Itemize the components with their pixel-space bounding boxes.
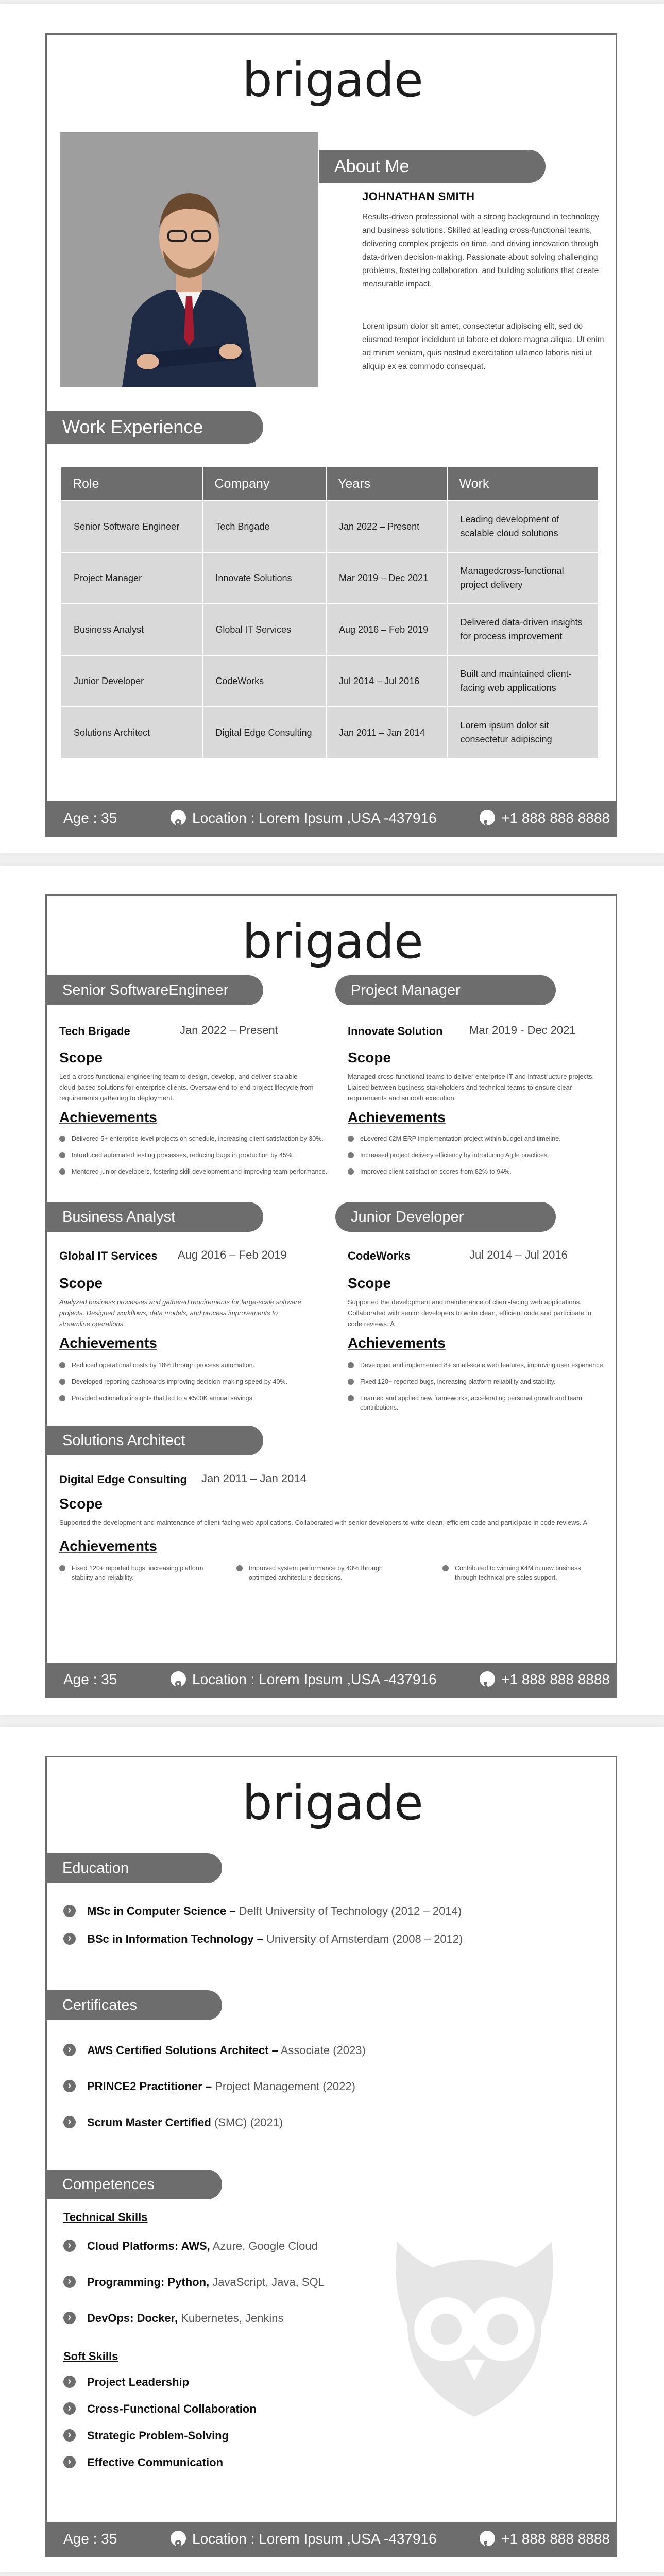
footer-phone [480, 801, 610, 835]
job-achievement: Reduced operational costs by 18% through process automation. [72, 1361, 319, 1370]
job-title-4: Junior Developer [335, 1202, 556, 1232]
job-dates-3: Aug 2016 – Feb 2019 [178, 1248, 287, 1261]
footer-age: Age : 35 [63, 1671, 117, 1687]
job-achievement: Developed reporting dashboards improving decision-making speed by 40%. [72, 1377, 319, 1386]
footer-location [171, 1663, 437, 1697]
job-scope-label-5: Scope [59, 1496, 103, 1512]
education-school: Delft University of Technology (2012 – 2014) [235, 1905, 462, 1918]
page-footer [47, 801, 616, 835]
certificate-detail: Project Management (2022) [212, 2080, 355, 2093]
cell-role: Junior Developer [61, 655, 202, 707]
footer-location-text: Location : Lorem Ipsum ,USA -437916 [192, 1671, 437, 1687]
location-pin-icon [171, 810, 186, 825]
footer-phone-text: +1 888 888 8888 [501, 1671, 610, 1687]
logo-text: brigade [242, 917, 423, 969]
cell-years: Mar 2019 – Dec 2021 [326, 552, 447, 604]
job-company-2: Innovate Solution [348, 1025, 443, 1038]
technical-skill-item [87, 2312, 284, 2325]
job-achievements-label-3: Achievements [59, 1335, 157, 1351]
cell-role: Senior Software Engineer [61, 501, 202, 552]
job-company-5: Digital Edge Consulting [59, 1473, 188, 1486]
phone-icon [480, 1671, 495, 1687]
cell-company: Tech Brigade [202, 501, 326, 552]
footer-phone [480, 1663, 610, 1697]
brand-logo [47, 917, 616, 973]
soft-skill-text: Strategic Problem-Solving [87, 2429, 229, 2442]
job-dates-2: Mar 2019 - Dec 2021 [469, 1024, 576, 1037]
job-achievement: Mentored junior developers, fostering skill development and improving team performance. [72, 1167, 339, 1176]
cell-company: Digital Edge Consulting [202, 707, 326, 758]
page-footer [47, 1663, 616, 1697]
education-item [87, 1905, 462, 1918]
certificate-detail: Associate (2023) [278, 2044, 366, 2057]
job-achievement: eLevered €2M ERP implementation project within budget and timeline. [360, 1134, 597, 1143]
skill-category: Programming: Python, [87, 2276, 210, 2289]
soft-skill-item [87, 2376, 189, 2389]
work-experience-heading: Work Experience [47, 411, 263, 444]
education-item [87, 1933, 463, 1946]
page-frame [45, 33, 617, 837]
job-company-4: CodeWorks [348, 1249, 411, 1262]
footer-phone [480, 2522, 610, 2556]
skill-values: Azure, Google Cloud [210, 2240, 318, 2252]
footer-age: Age : 35 [63, 810, 117, 826]
page-frame [45, 1756, 617, 2557]
skill-category: Cloud Platforms: AWS, [87, 2240, 210, 2252]
table-row [61, 707, 599, 758]
education-degree: BSc in Information Technology – [87, 1933, 263, 1945]
soft-skill-text: Project Leadership [87, 2376, 190, 2388]
education-heading: Education [47, 1853, 222, 1883]
column-header-role: Role [61, 467, 202, 501]
work-experience-table [60, 466, 599, 759]
job-title-1: Senior SoftwareEngineer [47, 975, 263, 1005]
page-footer [47, 2522, 616, 2556]
footer-phone-text: +1 888 888 8888 [501, 2531, 610, 2547]
cell-work: Managedcross-functional project delivery [447, 552, 599, 604]
job-company-3: Global IT Services [59, 1249, 158, 1262]
soft-skills-label: Soft Skills [63, 2350, 118, 2363]
logo-text: brigade [242, 55, 423, 108]
logo-text: brigade [242, 1778, 423, 1831]
job-title-3: Business Analyst [47, 1202, 263, 1232]
table-row [61, 552, 599, 604]
technical-skill-item [87, 2240, 318, 2253]
cell-work: Delivered data-driven insights for process improvement [447, 604, 599, 655]
job-dates-5: Jan 2011 – Jan 2014 [201, 1472, 307, 1485]
soft-skill-text: Cross-Functional Collaboration [87, 2402, 257, 2415]
job-achievements-label-2: Achievements [348, 1109, 446, 1125]
table-row [61, 655, 599, 707]
job-scope-label-4: Scope [348, 1275, 391, 1291]
brand-logo [47, 1778, 616, 1835]
job-achievements-label-1: Achievements [59, 1109, 157, 1125]
job-achievement: Learned and applied new frameworks, accelerating personal growth and team contributions. [360, 1394, 616, 1412]
certificate-detail: (SMC) (2021) [211, 2116, 283, 2129]
phone-icon [480, 2531, 495, 2546]
job-scope-label-2: Scope [348, 1049, 391, 1065]
table-header-row [61, 467, 599, 501]
job-achievement: Introduced automated testing processes, reducing bugs in production by 45%. [72, 1150, 339, 1160]
competences-heading: Competences [47, 2170, 222, 2199]
soft-skill-item [87, 2402, 257, 2416]
column-header-work: Work [447, 467, 599, 501]
cell-role: Solutions Architect [61, 707, 202, 758]
cell-years: Jan 2022 – Present [326, 501, 447, 552]
soft-skill-item [87, 2456, 223, 2469]
job-dates-1: Jan 2022 – Present [180, 1024, 278, 1037]
certificate-name: PRINCE2 Practitioner – [87, 2080, 212, 2093]
skill-values: Kubernetes, Jenkins [178, 2312, 284, 2325]
cell-work: Leading development of scalable cloud solutions [447, 501, 599, 552]
footer-age: Age : 35 [63, 2531, 117, 2547]
page-frame [45, 894, 617, 1698]
job-company-1: Tech Brigade [59, 1025, 130, 1038]
certificate-name: Scrum Master Certified [87, 2116, 211, 2129]
cell-company: Global IT Services [202, 604, 326, 655]
job-achievement: Improved system performance by 43% through optimized architecture decisions. [249, 1564, 398, 1582]
cell-years: Aug 2016 – Feb 2019 [326, 604, 447, 655]
job-achievement: Improved client satisfaction scores from 82% to 94%. [360, 1167, 597, 1176]
resume-page-3 [0, 1727, 664, 2572]
job-achievement: Increased project delivery efficiency by introducing Agile practices. [360, 1150, 597, 1160]
job-achievement: Fixed 120+ reported bugs, increasing platform stability and reliability. [72, 1564, 221, 1582]
soft-skill-item [87, 2429, 229, 2443]
job-title-5: Solutions Architect [47, 1426, 263, 1455]
cell-company: Innovate Solutions [202, 552, 326, 604]
technical-skill-item [87, 2276, 325, 2289]
footer-location-text: Location : Lorem Ipsum ,USA -437916 [192, 2531, 437, 2547]
column-header-years: Years [326, 467, 447, 501]
table-row [61, 501, 599, 552]
job-scope-3: Analyzed business processes and gathered requirements for large-scale software projects. Designed workflows, data models, and process improvements to streamline operations. [59, 1298, 301, 1328]
job-achievement: Developed and implemented 8+ small-scale web features, improving user experience. [360, 1361, 616, 1370]
certificate-item [87, 2116, 283, 2129]
footer-location [171, 2522, 437, 2556]
job-achievement: Fixed 120+ reported bugs, increasing platform reliability and stability. [360, 1377, 616, 1386]
cell-work: Lorem ipsum dolor sit consectetur adipiscing [447, 707, 599, 758]
profile-photo [60, 132, 318, 387]
job-scope-5: Supported the development and maintenance of client-facing web applications. Collaborated with senior developers to write clean, efficient code and participate in code reviews. A [59, 1519, 588, 1527]
job-scope-label-1: Scope [59, 1049, 103, 1065]
job-achievement: Delivered 5+ enterprise-level projects on schedule, increasing client satisfaction by 30%. [72, 1134, 339, 1143]
job-title-2: Project Manager [335, 975, 556, 1005]
cell-role: Business Analyst [61, 604, 202, 655]
education-school: University of Amsterdam (2008 – 2012) [263, 1933, 463, 1945]
certificate-name: AWS Certified Solutions Architect – [87, 2044, 278, 2057]
footer-location-text: Location : Lorem Ipsum ,USA -437916 [192, 810, 437, 826]
certificates-heading: Certificates [47, 1990, 222, 2020]
resume-page-1 [0, 4, 664, 853]
skill-values: JavaScript, Java, SQL [209, 2276, 325, 2289]
job-achievement: Contributed to winning €4M in new business through technical pre-sales support. [455, 1564, 604, 1582]
footer-phone-text: +1 888 888 8888 [501, 810, 610, 826]
job-scope-label-3: Scope [59, 1275, 103, 1291]
certificate-item [87, 2080, 355, 2093]
job-achievements-label-4: Achievements [348, 1335, 446, 1351]
candidate-name: JOHNATHAN SMITH [362, 190, 475, 203]
job-scope-4: Supported the development and maintenance of client-facing web applications. Collaborated with senior developers to write clean, efficient code and participate in code reviews. A [348, 1298, 592, 1328]
location-pin-icon [171, 1671, 186, 1687]
column-header-company: Company [202, 467, 326, 501]
footer-location [171, 801, 437, 835]
job-dates-4: Jul 2014 – Jul 2016 [469, 1248, 568, 1261]
technical-skills-label: Technical Skills [63, 2211, 148, 2224]
table-row [61, 604, 599, 655]
cell-years: Jan 2011 – Jan 2014 [326, 707, 447, 758]
resume-page-2 [0, 866, 664, 1715]
brand-logo [47, 55, 616, 112]
soft-skill-text: Effective Communication [87, 2456, 224, 2469]
education-degree: MSc in Computer Science – [87, 1905, 236, 1918]
about-paragraph-1: Results-driven professional with a strong background in technology and business solutions. Skilled at leading cross-functional teams, delivering complex projects on time, and driving innovation through data-driven decision-making. Passionate about solving challenging problems, fostering collaboration, and building solutions that create measurable impact. [362, 213, 600, 289]
cell-work: Built and maintained client-facing web applications [447, 655, 599, 707]
phone-icon [480, 810, 495, 825]
job-achievements-label-5: Achievements [59, 1538, 157, 1554]
cell-role: Project Manager [61, 552, 202, 604]
location-pin-icon [171, 2531, 186, 2546]
cell-years: Jul 2014 – Jul 2016 [326, 655, 447, 707]
about-me-heading: About Me [319, 150, 546, 183]
job-scope-2: Managed cross-functional teams to deliver enterprise IT and infrastructure projects. Liaised between business stakeholders and technical teams to ensure clear requirements and smooth execution. [348, 1073, 594, 1102]
job-achievement: Provided actionable insights that led to a €500K annual savings. [72, 1394, 319, 1403]
owl-watermark-icon [387, 2231, 562, 2427]
job-scope-1: Led a cross-functional engineering team to design, develop, and deliver scalable cloud-based solutions for enterprise clients. Oversaw end-to-end project lifecycle from requirements gathering to deployment. [59, 1073, 314, 1102]
skill-category: DevOps: Docker, [87, 2312, 178, 2325]
cell-company: CodeWorks [202, 655, 326, 707]
about-paragraph-2: Lorem ipsum dolor sit amet, consectetur adipiscing elit, sed do eiusmod tempor incididunt ut labore et dolore magna aliqua. Ut enim ad minim veniam, quis nostrud exercitation ullamco laboris nisi ut aliquip ex ea commodo consequat. [362, 322, 604, 371]
certificate-item [87, 2044, 366, 2057]
